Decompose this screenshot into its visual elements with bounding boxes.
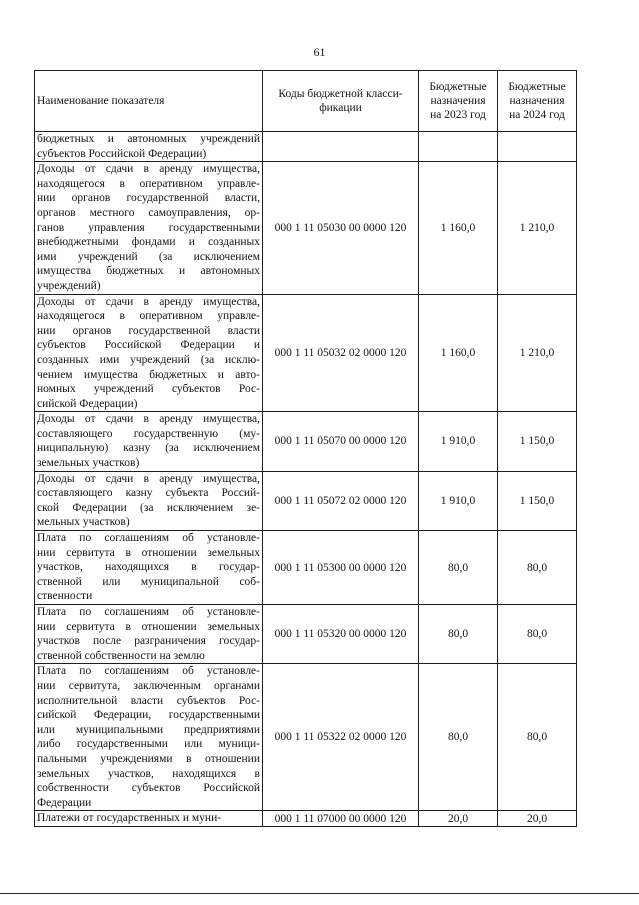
name-line: бюджетных и автономных учреждений xyxy=(37,133,260,145)
name-line: созданных ими учреждений (за исклю- xyxy=(37,353,260,366)
row-value-2023: 80,0 xyxy=(419,664,498,811)
row-indicator-name xyxy=(35,811,263,827)
row-value-2024: 80,0 xyxy=(498,664,577,811)
header-2024 xyxy=(498,71,577,132)
name-line: земельных участков, находящихся в xyxy=(37,767,260,780)
name-line: сийской Федерации, государственными xyxy=(37,709,260,722)
name-line: либо государственными или муници- xyxy=(37,738,260,751)
row-value-2023: 1 160,0 xyxy=(419,294,498,412)
name-line: Плата по соглашениям об установле- xyxy=(37,606,260,618)
row-indicator-name xyxy=(35,605,263,664)
name-line: субъектов Российской Федерации) xyxy=(37,147,207,160)
row-value-2024: 20,0 xyxy=(498,811,577,827)
name-line: субъектов Российской Федерации и xyxy=(37,339,260,352)
table-body xyxy=(35,132,577,827)
name-line: исполнительной власти субъектов Рос- xyxy=(37,694,260,707)
name-line: Платежи от государственных и муни- xyxy=(37,812,222,825)
name-line: Доходы от сдачи в аренду имущества, xyxy=(37,413,260,426)
name-line: Плата по соглашениям об установле- xyxy=(37,532,260,545)
name-line: участков после разграничения государ- xyxy=(37,635,260,648)
name-line: Доходы от сдачи в аренду имущества, xyxy=(37,295,260,308)
header-name: Наименование показателя xyxy=(35,71,263,132)
name-line: нии сервитута в отношении земельных xyxy=(37,546,260,559)
row-budget-code: 000 1 11 05070 00 0000 120 xyxy=(263,412,419,471)
row-indicator-name xyxy=(35,664,263,811)
name-line: нии органов государственной власти xyxy=(37,324,260,337)
name-line: ской Федерации (за исключением зе- xyxy=(37,501,260,514)
row-indicator-name xyxy=(35,132,263,162)
name-line: органов местного самоуправления, ор- xyxy=(37,206,260,219)
name-line: земельных участков) xyxy=(37,457,140,470)
name-line: составляющего казну субъекта Россий- xyxy=(37,487,260,500)
header-2023 xyxy=(419,71,498,132)
row-value-2023: 1 910,0 xyxy=(419,471,498,530)
name-line: Федерации xyxy=(37,796,92,809)
row-budget-code: 000 1 11 05300 00 0000 120 xyxy=(263,531,419,605)
header-2023-line: на 2023 год xyxy=(430,109,486,121)
row-value-2023: 20,0 xyxy=(419,811,498,827)
row-value-2023: 80,0 xyxy=(419,531,498,605)
row-value-2023: 80,0 xyxy=(419,605,498,664)
row-indicator-name xyxy=(35,471,263,530)
table-row xyxy=(35,162,577,294)
name-line: Плата по соглашениям об установле- xyxy=(37,665,260,678)
header-code xyxy=(263,71,419,132)
name-line: находящегося в оперативном управле- xyxy=(37,310,260,323)
row-value-2024: 80,0 xyxy=(498,605,577,664)
table-row xyxy=(35,664,577,811)
name-line: ственной собственности на землю xyxy=(37,649,205,662)
row-value-2024: 1 210,0 xyxy=(498,294,577,412)
name-line: нии сервитута в отношении земельных xyxy=(37,620,260,633)
table-row xyxy=(35,605,577,664)
name-line: номных учреждений субъектов Рос- xyxy=(37,383,260,396)
header-code-line: фикации xyxy=(319,102,362,114)
name-line: или муниципальными предприятиями xyxy=(37,723,260,736)
row-indicator-name xyxy=(35,531,263,605)
table-header-row xyxy=(35,71,577,132)
row-budget-code: 000 1 11 05320 00 0000 120 xyxy=(263,605,419,664)
page-bottom-rule xyxy=(0,893,639,894)
row-budget-code: 000 1 11 05030 00 0000 120 xyxy=(263,162,419,294)
row-value-2023: 1 160,0 xyxy=(419,162,498,294)
name-line: учреждений) xyxy=(37,279,101,292)
budget-table xyxy=(34,70,577,827)
header-2023-line: назначения xyxy=(430,95,486,107)
name-line: внебюджетными фондами и созданных xyxy=(37,236,260,249)
name-line: ниципальную) казну (за исключением xyxy=(37,442,260,455)
row-value-2024: 1 210,0 xyxy=(498,162,577,294)
row-value-2024 xyxy=(498,132,577,162)
header-2024-line: на 2024 год xyxy=(509,109,565,121)
name-line: находящегося в оперативном управле- xyxy=(37,177,260,190)
table-row xyxy=(35,811,577,827)
row-value-2024: 1 150,0 xyxy=(498,412,577,471)
row-budget-code: 000 1 11 05072 02 0000 120 xyxy=(263,471,419,530)
name-line: нии органов государственной власти, xyxy=(37,192,260,205)
row-indicator-name xyxy=(35,162,263,294)
row-value-2024: 1 150,0 xyxy=(498,471,577,530)
name-line: мельных участков) xyxy=(37,516,130,529)
name-line: ственности xyxy=(37,590,93,603)
header-code-line: Коды бюджетной класси- xyxy=(278,88,403,100)
header-2023-line: Бюджетные xyxy=(429,81,487,93)
name-line: Доходы от сдачи в аренду имущества, xyxy=(37,472,260,485)
name-line: ственной или муниципальной соб- xyxy=(37,575,260,588)
name-line: имущества бюджетных и автономных xyxy=(37,265,260,278)
table-row xyxy=(35,471,577,530)
name-line: пальными учреждениями в отношении xyxy=(37,752,260,765)
table-row xyxy=(35,294,577,412)
page-number: 61 xyxy=(313,45,326,59)
name-line: участков, находящихся в государ- xyxy=(37,561,260,574)
name-line: сийской Федерации) xyxy=(37,397,138,410)
row-value-2024: 80,0 xyxy=(498,531,577,605)
name-line: составляющего государственную (му- xyxy=(37,427,260,440)
row-value-2023: 1 910,0 xyxy=(419,412,498,471)
name-line: собственности субъектов Российской xyxy=(37,782,260,795)
row-indicator-name xyxy=(35,412,263,471)
row-budget-code: 000 1 11 05032 02 0000 120 xyxy=(263,294,419,412)
name-line: ганов управления государственными xyxy=(37,221,260,234)
row-budget-code: 000 1 11 05322 02 0000 120 xyxy=(263,664,419,811)
table-row xyxy=(35,531,577,605)
table-row xyxy=(35,412,577,471)
row-budget-code xyxy=(263,132,419,162)
row-budget-code: 000 1 11 07000 00 0000 120 xyxy=(263,811,419,827)
header-2024-line: Бюджетные xyxy=(508,81,566,93)
name-line: Доходы от сдачи в аренду имущества, xyxy=(37,163,260,176)
row-indicator-name xyxy=(35,294,263,412)
name-line: чением имущества бюджетных и авто- xyxy=(37,368,260,381)
header-2024-line: назначения xyxy=(509,95,565,107)
name-line: нии сервитута, заключенным органами xyxy=(37,679,260,692)
row-value-2023 xyxy=(419,132,498,162)
table-row xyxy=(35,132,577,162)
name-line: ими учреждений (за исключением xyxy=(37,250,260,263)
